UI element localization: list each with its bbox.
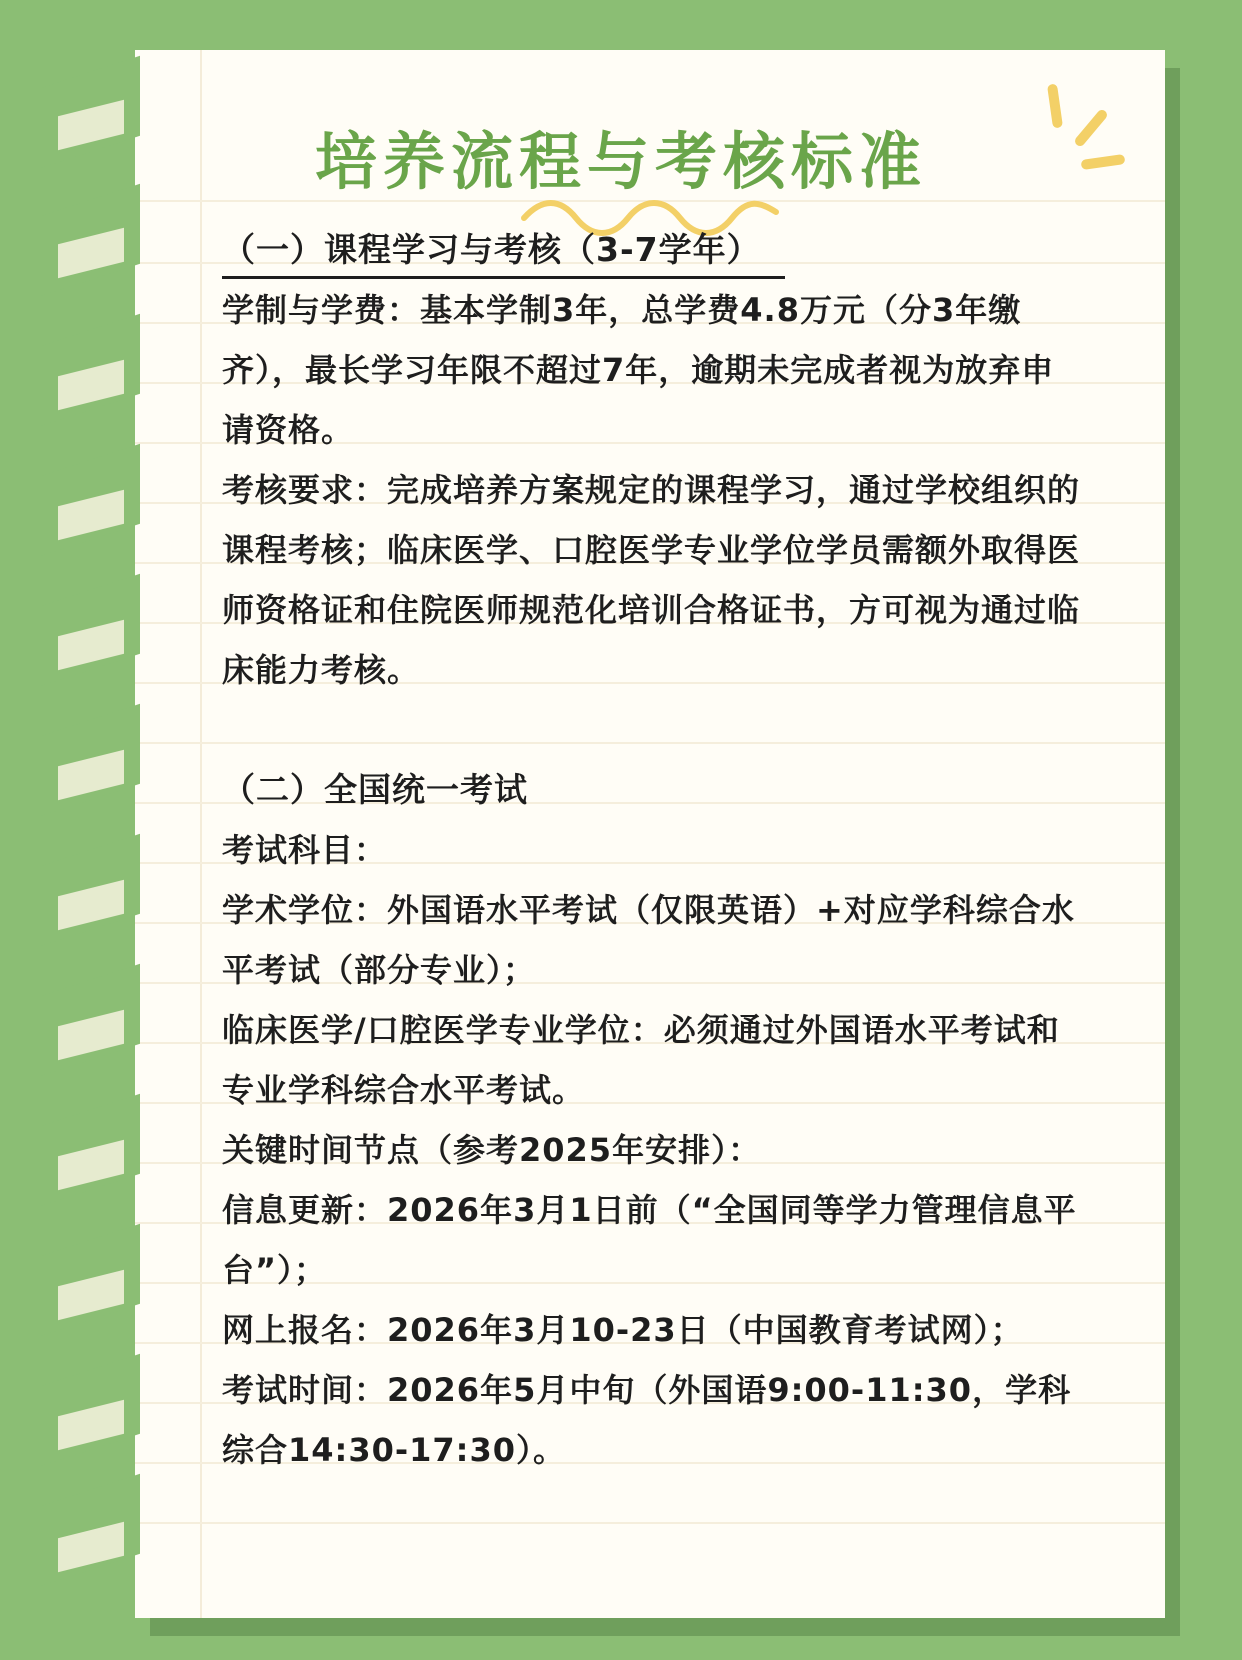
paragraph-info-update: 信息更新：2026年3月1日前（“全国同等学力管理信息平台”）；	[222, 1191, 1077, 1289]
paragraph-tuition: 学制与学费：基本学制3年，总学费4.8万元（分3年缴齐），最长学习年限不超过7年，逾期未完成者视为放弃申请资格。	[222, 291, 1055, 449]
paragraph-key-dates: 关键时间节点（参考2025年安排）：	[222, 1131, 762, 1169]
margin-line	[200, 50, 202, 1618]
page-title: 培养流程与考核标准	[314, 125, 927, 198]
main-content	[222, 220, 1082, 1480]
paragraph-professional-degree: 临床医学/口腔医学专业学位：必须通过外国语水平考试和专业学科综合水平考试。	[222, 1011, 1060, 1109]
section-national-exam	[222, 760, 1082, 1480]
paragraph-registration: 网上报名：2026年3月10-23日（中国教育考试网）；	[222, 1311, 1024, 1349]
paragraph-exam-subjects: 考试科目：	[222, 831, 388, 869]
paragraph-exam-time: 考试时间：2026年5月中旬（外国语9:00-11:30，学科综合14:30-17:30）。	[222, 1371, 1072, 1469]
section-gap	[222, 700, 1082, 760]
section-heading: （一）课程学习与考核（3-7学年）	[222, 224, 785, 279]
paragraph-academic-degree: 学术学位：外国语水平考试（仅限英语）+对应学科综合水平考试（部分专业）；	[222, 891, 1075, 989]
ruled-line	[135, 1522, 1165, 1524]
section-heading: （二）全国统一考试	[222, 770, 528, 809]
paragraph-assessment: 考核要求：完成培养方案规定的课程学习，通过学校组织的课程考核；临床医学、口腔医学专业学位学员需额外取得医师资格证和住院医师规范化培训合格证书，方可视为通过临床能力考核。	[222, 471, 1081, 689]
section-course-study	[222, 220, 1082, 700]
